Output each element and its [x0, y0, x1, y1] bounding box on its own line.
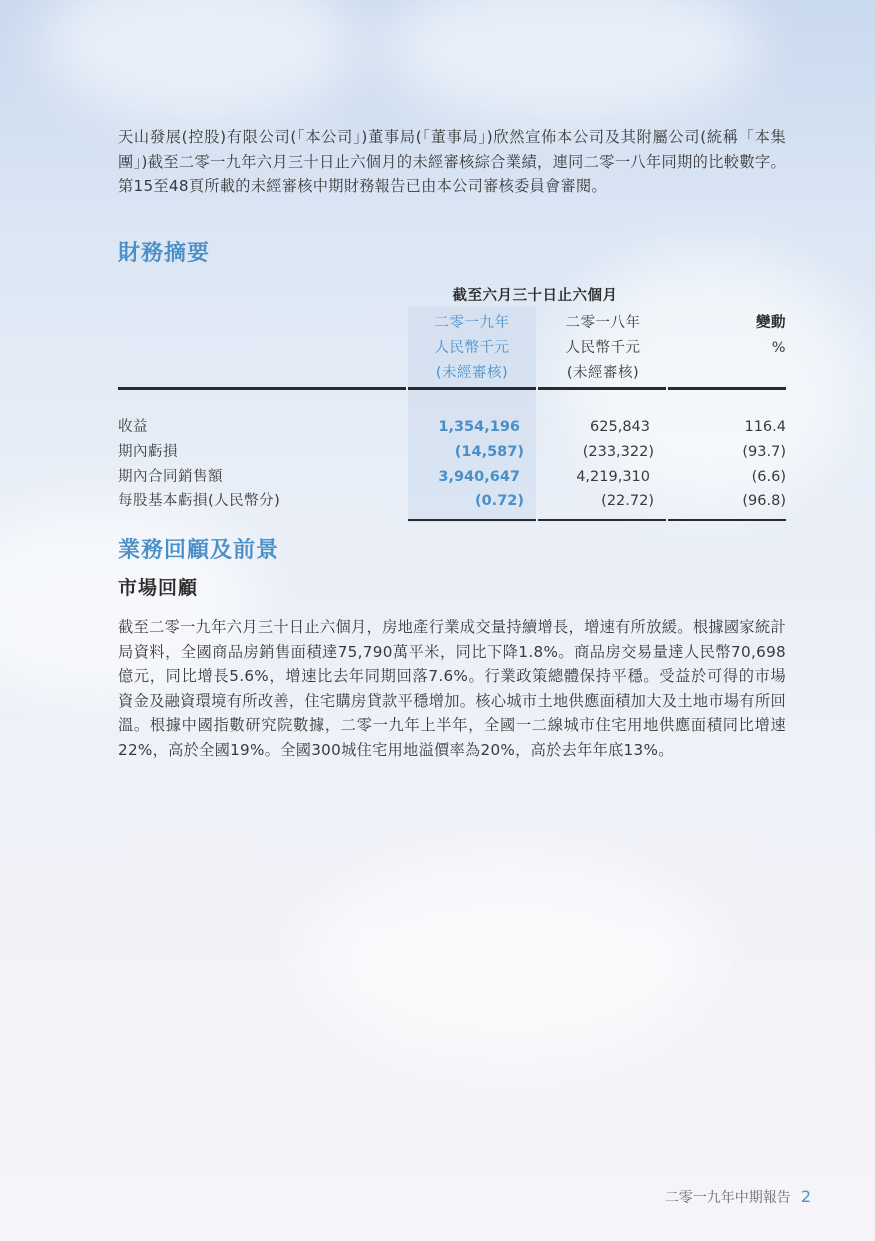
- table-bottom-rule: [538, 519, 666, 521]
- market-review-paragraph: 截至二零一九年六月三十日止六個月，房地產行業成交量持續增長，增速有所放緩。根據國家統計局資料，全國商品房銷售面積達75,790萬平米，同比下降1.8%。商品房交易量達人民幣70,698億元，同比增長5.6%，增速比去年同期回落7.6%。行業政策總體保持平穩。受益於可得的市場資金及融資環境有所改善，住宅購房貸款平穩增加。核心城市土地供應面積加大及土地市場有所回溫。根據中國指數研究院數據，二零一九年上半年，全國一二線城市住宅用地供應面積同比增速22%，高於全國19%。全國300城住宅用地溢價率為20%，高於去年年底13%。: [118, 618, 786, 759]
- page-footer: [665, 1187, 811, 1207]
- value-2018: (233,322): [582, 444, 654, 460]
- table-bottom-rule: [668, 519, 786, 521]
- column-year: 二零一八年: [565, 315, 641, 331]
- value-2019: 1,354,196: [438, 419, 520, 435]
- column-header-2019: [408, 311, 536, 386]
- cloud-decoration: [300, 850, 720, 1070]
- value-2018: (22.72): [601, 493, 654, 509]
- value-change: (96.8): [742, 493, 786, 509]
- column-unit: 人民幣千元: [434, 340, 510, 356]
- table-bottom-rule: [408, 519, 536, 521]
- financial-summary-heading: 財務摘要: [118, 241, 211, 266]
- page-number: 2: [800, 1187, 811, 1206]
- value-change: 116.4: [744, 419, 786, 435]
- market-review-subheading: 市場回顧: [118, 577, 199, 599]
- value-2019: (0.72): [474, 493, 524, 509]
- rule-gap: [666, 386, 668, 391]
- row-label: 每股基本虧損(人民幣分): [118, 493, 281, 509]
- table-row: [118, 489, 786, 513]
- table-row: [118, 440, 786, 464]
- value-change: (93.7): [742, 444, 786, 460]
- row-label: 收益: [118, 419, 148, 435]
- column-year: 變動: [756, 315, 786, 331]
- cloud-decoration: [40, 0, 360, 120]
- column-header-change: [670, 311, 786, 361]
- column-unit: %: [771, 340, 786, 356]
- column-note: (未經審核): [435, 365, 509, 381]
- cloud-decoration: [380, 0, 760, 120]
- value-2018: 625,843: [590, 419, 650, 435]
- value-change: (6.6): [751, 469, 786, 485]
- column-note: (未經審核): [566, 365, 640, 381]
- value-2019: 3,940,647: [438, 469, 520, 485]
- table-row: [118, 415, 786, 439]
- row-label: 期內虧損: [118, 444, 178, 460]
- column-unit: 人民幣千元: [565, 340, 641, 356]
- table-row: [118, 465, 786, 489]
- table-top-rule: [118, 387, 786, 390]
- period-header: 截至六月三十日止六個月: [452, 288, 618, 304]
- intro-paragraph: 天山發展(控股)有限公司(「本公司」)董事局(「董事局」)欣然宣佈本公司及其附屬公司(統稱「本集團」)截至二零一九年六月三十日止六個月的未經審核綜合業績，連同二零一八年同期的比較數字。第15至48頁所載的未經審核中期財務報告已由本公司審核委員會審閱。: [118, 128, 786, 195]
- rule-gap: [536, 386, 538, 391]
- row-label: 期內合同銷售額: [118, 469, 223, 485]
- report-title: 二零一九年中期報告: [664, 1190, 791, 1206]
- business-review-heading: 業務回顧及前景: [118, 538, 280, 563]
- value-2019: (14,587): [454, 444, 524, 460]
- column-year: 二零一九年: [434, 315, 510, 331]
- column-header-2018: [540, 311, 666, 386]
- rule-gap: [406, 386, 408, 391]
- value-2018: 4,219,310: [576, 469, 650, 485]
